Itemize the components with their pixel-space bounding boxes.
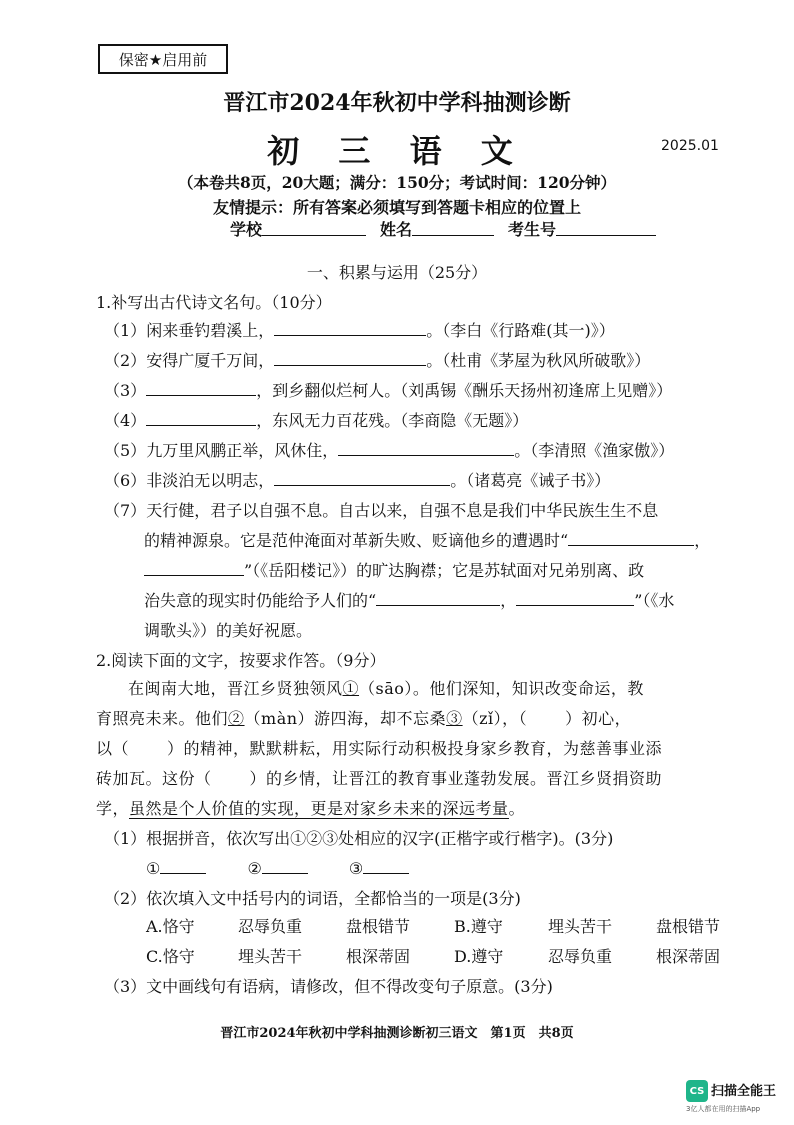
q1-item-1: （1）闲来垂钓碧溪上， 。（李白《行路难(其一)》） [104, 318, 615, 341]
q1-item-5: （5）九万里风鹏正举，风休住， 。（李清照《渔家傲》） [104, 438, 674, 461]
name-label: 姓名 [380, 220, 413, 239]
exam-number-label: 考生号 [508, 220, 557, 239]
camscanner-name: 扫描全能王 [711, 1084, 777, 1099]
q1-item-6: （6）非淡泊无以明志， 。（诸葛亮《诫子书》） [104, 468, 610, 491]
name-field[interactable] [412, 217, 494, 236]
q1-item-7-line3: ”（《岳阳楼记》）的旷达胸襟；它是苏轼面对兄弟别离、政 [144, 558, 644, 581]
option-c-word-2: 埋头苦干 [238, 947, 303, 966]
q1-item-7-line4: 治失意的现实时仍能给予人们的“ ， ”（《水 [144, 588, 674, 611]
question-2-stem: 2.阅读下面的文字，按要求作答。（9分） [96, 651, 386, 670]
confidential-label: 保密★启用前 [98, 44, 228, 74]
option-a[interactable]: A.恪守 [146, 917, 195, 936]
section-title: 一、积累与运用（25分） [306, 263, 488, 282]
passage-mark-3: ③ [446, 709, 463, 728]
exam-title: 晋江市2024年秋初中学科抽测诊断 [223, 90, 571, 116]
q1-item-6-blank[interactable] [274, 468, 450, 486]
option-d[interactable]: D.遵守 [454, 947, 504, 966]
q1-item-3: （3） ，到乡翻似烂柯人。（刘禹锡《酬乐天扬州初逢席上见赠》） [104, 378, 672, 401]
q2-sub3-stem: （3）文中画线句有语病，请修改，但不得改变句子原意。(3分) [104, 977, 553, 996]
page-footer: 晋江市2024年秋初中学科抽测诊断初三语文 第1页 共8页 [220, 1026, 574, 1041]
q2-sub1-blank-1[interactable] [160, 856, 206, 874]
student-info-fields [230, 217, 670, 240]
option-d-word-3: 根深蒂固 [656, 947, 721, 966]
q2-sub1-answers: ① ② ③ [146, 856, 409, 878]
passage-mark-1: ① [342, 679, 360, 698]
school-label: 学校 [230, 220, 263, 239]
q1-item-7-blank-2[interactable] [144, 558, 244, 576]
q1-item-4-blank[interactable] [146, 408, 256, 426]
q1-item-7-line1: （7）天行健，君子以自强不息。自古以来，自强不息是我们中华民族生生不息 [104, 501, 659, 520]
q1-item-2-blank[interactable] [274, 348, 426, 366]
passage-line-2: 育照亮未来。他们②（màn）游四海，却不忘桑③（zǐ），（ ）初心， [96, 709, 632, 728]
passage-line-5: 学，虽然是个人价值的实现，更是对家乡未来的深远考量。 [96, 799, 526, 818]
q1-item-7-blank-3[interactable] [376, 588, 500, 606]
q2-sub2-stem: （2）依次填入文中括号内的词语，全都恰当的一项是(3分) [104, 889, 521, 908]
q1-item-7-blank-1[interactable] [568, 528, 694, 546]
underlined-sentence: 虽然是个人价值的实现，更是对家乡未来的深远考量 [129, 799, 509, 818]
paper-info: （本卷共8页，20大题；满分：150分；考试时间：120分钟） [177, 173, 617, 192]
passage-mark-2: ② [228, 709, 245, 728]
q2-sub1-blank-3[interactable] [363, 856, 409, 874]
camscanner-slogan: 3亿人都在用的扫描App [686, 1105, 761, 1113]
option-c[interactable]: C.恪守 [146, 947, 195, 966]
option-b[interactable]: B.遵守 [454, 917, 503, 936]
q1-item-1-blank[interactable] [274, 318, 426, 336]
exam-date: 2025.01 [661, 138, 719, 154]
option-b-word-2: 埋头苦干 [548, 917, 613, 936]
option-c-word-3: 根深蒂固 [346, 947, 411, 966]
q1-item-3-blank[interactable] [146, 378, 256, 396]
q1-item-7-line2: 的精神源泉。它是范仲淹面对革新失败、贬谪他乡的遭遇时“ ， [144, 528, 710, 551]
camscanner-logo-icon: CS [686, 1080, 708, 1102]
passage-line-4: 砖加瓦。这份（ ）的乡情，让晋江的教育事业蓬勃发展。晋江乡贤捐资助 [96, 769, 663, 788]
q1-item-2: （2）安得广厦千万间， 。（杜甫《茅屋为秋风所破歌》） [104, 348, 650, 371]
option-d-word-2: 忍辱负重 [548, 947, 613, 966]
q1-item-7-blank-4[interactable] [516, 588, 634, 606]
option-b-word-3: 盘根错节 [656, 917, 721, 936]
q1-item-5-blank[interactable] [338, 438, 514, 456]
q2-sub1-stem: （1）根据拼音，依次写出①②③处相应的汉字(正楷字或行楷字)。(3分) [104, 829, 614, 848]
exam-number-field[interactable] [556, 217, 656, 236]
q1-item-7-line5: 调歌头》）的美好祝愿。 [144, 621, 313, 640]
question-1-stem: 1.补写出古代诗文名句。（10分） [96, 293, 332, 312]
passage-line-3: 以（ ）的精神，默默耕耘，用实际行动积极投身家乡教育，为慈善事业添 [96, 739, 663, 758]
q2-sub1-blank-2[interactable] [262, 856, 308, 874]
friendly-tip: 友情提示：所有答案必须填写到答题卡相应的位置上 [212, 198, 581, 217]
option-a-word-3: 盘根错节 [346, 917, 411, 936]
passage-line-1: 在闽南大地，晋江乡贤独领风①（sāo）。他们深知，知识改变命运，教 [128, 679, 644, 698]
school-field[interactable] [262, 217, 366, 236]
option-a-word-2: 忍辱负重 [238, 917, 303, 936]
q1-item-4: （4） ，东风无力百花残。（李商隐《无题》） [104, 408, 528, 431]
subject-title: 初 三 语 文 [267, 132, 527, 170]
